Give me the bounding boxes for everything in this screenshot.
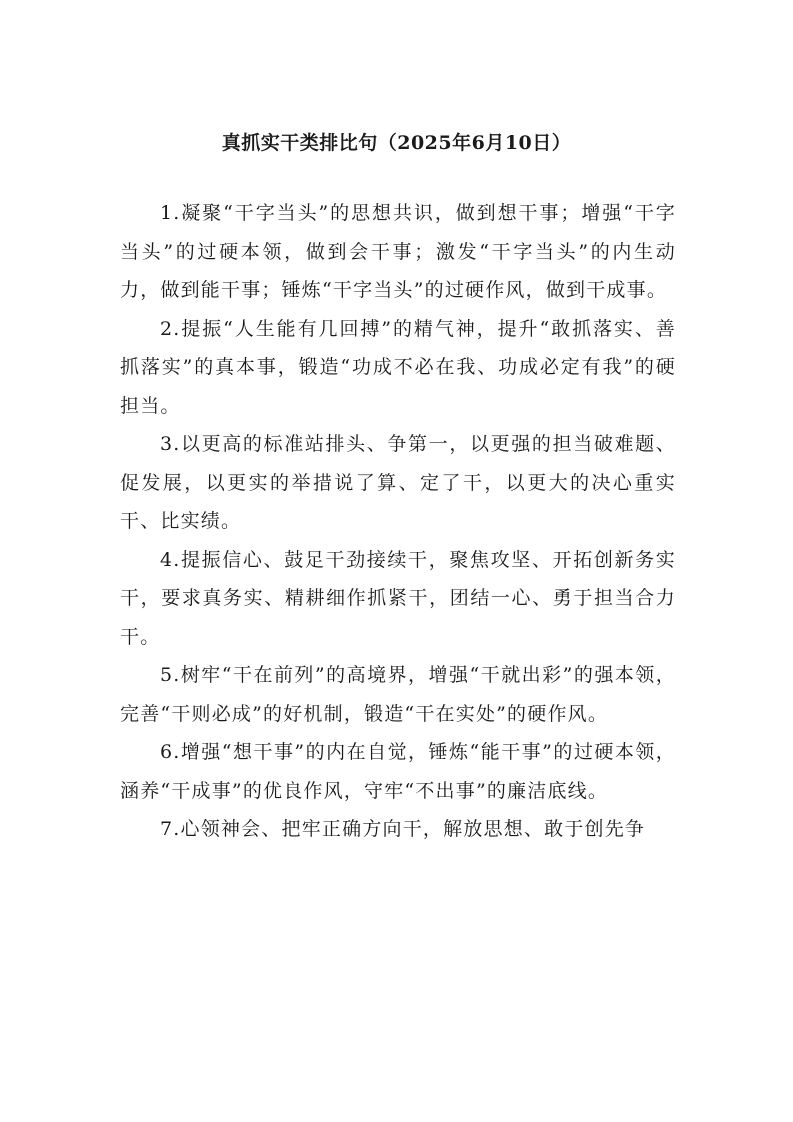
paragraph-3: 3.以更高的标准站排头、争第一，以更强的担当破难题、促发展，以更实的举措说了算、定了干，以更大的决心重实干、比实绩。 [120, 433, 676, 532]
paragraph-5: 5.树牢“干在前列”的高境界，增强“干就出彩”的强本领，完善“干则必成”的好机制，锻造“干在实处”的硬作风。 [120, 664, 676, 725]
document-title: 真抓实干类排比句（2025年6月10日） [221, 132, 572, 154]
document-body [120, 194, 676, 849]
paragraph-6: 6.增强“想干事”的内在自觉，锤炼“能干事”的过硬本领，涵养“干成事”的优良作风，守牢“不出事”的廉洁底线。 [120, 741, 676, 802]
paragraph-1: 1.凝聚“干字当头”的思想共识，做到想干事；增强“干字当头”的过硬本领，做到会干事；激发“干字当头”的内生动力，做到能干事；锤炼“干字当头”的过硬作风，做到干成事。 [120, 202, 676, 301]
paragraph-4: 4.提振信心、鼓足干劲接续干，聚焦攻坚、开拓创新务实干，要求真务实、精耕细作抓紧干，团结一心、勇于担当合力干。 [120, 548, 676, 648]
paragraph-7: 7.心领神会、把牢正确方向干，解放思想、敢于创先争 [160, 818, 646, 840]
paragraph-2: 2.提振“人生能有几回搏”的精气神，提升“敢抓落实、善抓落实”的真本事，锻造“功成不必在我、功成必定有我”的硬担当。 [120, 317, 676, 417]
